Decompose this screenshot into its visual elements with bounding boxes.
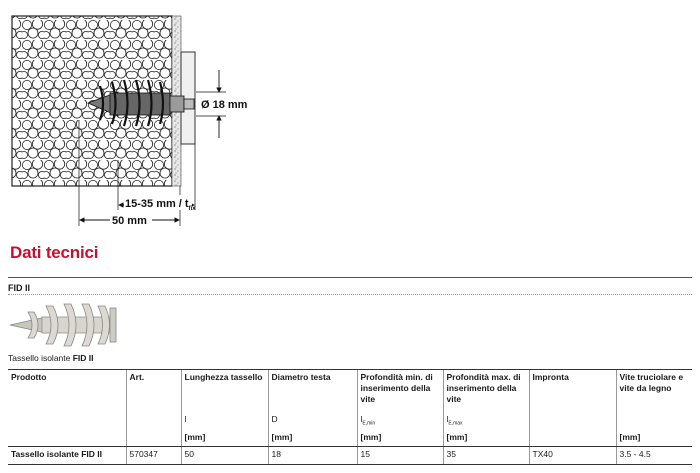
column-header [126, 370, 181, 447]
table-cell: 570347 [126, 447, 181, 465]
length-label: 50 mm [112, 215, 147, 227]
column-header [181, 370, 268, 447]
column-header-title: Impronta [532, 372, 569, 382]
column-unit: [mm] [184, 432, 206, 442]
column-header-title: Prodotto [11, 372, 47, 382]
table-cell: 50 [181, 447, 268, 465]
column-unit: [mm] [446, 432, 468, 442]
column-symbol: $l_{E,min}$ [360, 414, 376, 427]
column-header-title: Profondità min. di inserimento della vite [360, 372, 433, 404]
divider-dotted [8, 294, 692, 295]
column-header [8, 370, 126, 447]
product-heading: FID II [8, 283, 30, 293]
column-header [529, 370, 616, 447]
column-header-title: Vite truciolare e vite da legno [619, 372, 684, 393]
table-row [8, 447, 692, 465]
column-unit: [mm] [619, 432, 641, 442]
table-cell: 18 [268, 447, 357, 465]
specs-table [8, 369, 692, 465]
column-symbol: $l_{E,max}$ [446, 414, 463, 427]
column-header-title: Profondità max. di inserimento della vite [446, 372, 521, 404]
column-unit: [mm] [271, 432, 293, 442]
column-header-title: Lunghezza tassello [184, 372, 263, 382]
dowel-product-image [6, 300, 326, 350]
table-cell: 35 [443, 447, 529, 465]
column-unit: [mm] [360, 432, 382, 442]
divider [8, 277, 692, 278]
column-symbol: D [271, 414, 278, 424]
section-title: Dati tecnici [10, 243, 99, 262]
embed-depth-label: 15-35 mm / $t_{fix}$ [125, 198, 196, 212]
table-cell: TX40 [529, 447, 616, 465]
column-symbol: l [184, 414, 187, 424]
diameter-label: Ø 18 mm [201, 99, 248, 111]
table-cell: 3.5 - 4.5 [616, 447, 692, 465]
column-header [357, 370, 443, 447]
dowel-caption: Tassello isolante FID II [8, 353, 94, 363]
table-header-row [8, 370, 692, 447]
column-header [443, 370, 529, 447]
column-header-title: Diametro testa [271, 372, 331, 382]
table-cell: 15 [357, 447, 443, 465]
column-header [268, 370, 357, 447]
column-header-title: Art. [129, 372, 145, 382]
table-cell: Tassello isolante FID II [8, 447, 126, 465]
column-header [616, 370, 692, 447]
